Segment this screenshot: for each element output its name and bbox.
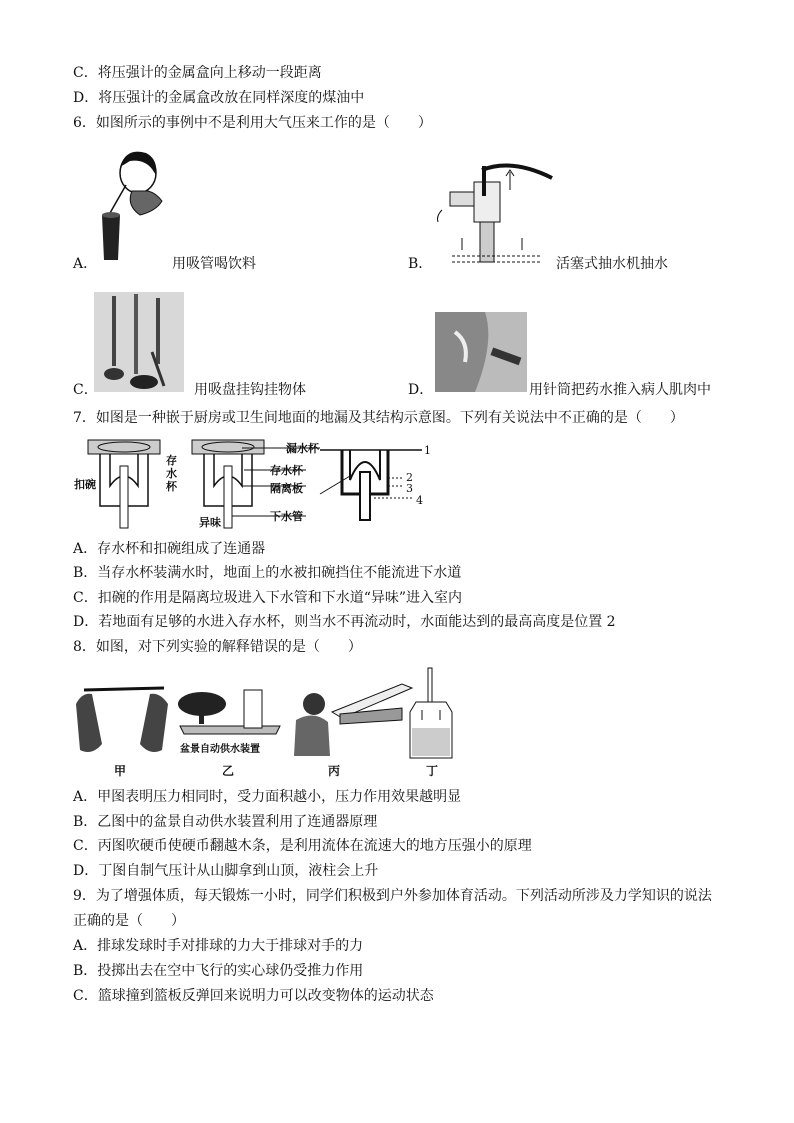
label-position-3: 3 bbox=[406, 482, 413, 495]
label-xiashuiguan: 下水管 bbox=[270, 510, 303, 523]
label-koubowan: 扣碗 bbox=[74, 478, 96, 491]
label-ding: 丁 bbox=[426, 764, 439, 778]
q5-option-d: D．将压强计的金属盒改放在同样深度的煤油中 bbox=[73, 90, 365, 106]
q9-option-b: B．投掷出去在空中飞行的实心球仍受推力作用 bbox=[73, 963, 364, 979]
suction-cup-hooks-photo bbox=[94, 292, 184, 392]
syringe-injection-photo bbox=[435, 312, 527, 392]
label-left-cunshuibei: 存 水 杯 bbox=[166, 454, 177, 493]
label-penjing: 盆景自动供水装置 bbox=[180, 744, 260, 755]
label-position-1: 1 bbox=[424, 444, 431, 457]
q6-option-a-caption: 用吸管喝饮料 bbox=[172, 256, 256, 272]
q7-option-a: A．存水杯和扣碗组成了连通器 bbox=[73, 541, 266, 557]
label-yiwei: 异味 bbox=[199, 516, 221, 529]
q8-option-b: B．乙图中的盆景自动供水装置利用了连通器原理 bbox=[73, 814, 378, 830]
q8-option-d: D．丁图自制气压计从山脚拿到山顶，液柱会上升 bbox=[73, 863, 379, 879]
q9-stem-line2: 正确的是（ ） bbox=[73, 913, 185, 929]
q8-option-a: A．甲图表明压力相同时，受力面积越小，压力作用效果越明显 bbox=[73, 789, 462, 805]
q8-option-c: C．丙图吹硬币使硬币翻越木条，是利用流体在流速大的地方压强小的原理 bbox=[73, 838, 532, 854]
q6-option-b-caption: 活塞式抽水机抽水 bbox=[556, 256, 668, 272]
q6-option-d-letter: D． bbox=[408, 382, 434, 398]
q6-option-a-letter: A． bbox=[73, 256, 98, 272]
q6-option-b-letter: B． bbox=[408, 256, 433, 272]
label-cunshuibei: 存水杯 bbox=[270, 464, 303, 477]
q9-option-a: A．排球发球时手对排球的力大于排球对手的力 bbox=[73, 938, 364, 954]
q6-option-d-caption: 用针筒把药水推入病人肌肉中 bbox=[529, 382, 711, 398]
floor-drain-diagram bbox=[74, 436, 434, 530]
q6-option-c-letter: C． bbox=[73, 382, 98, 398]
q7-option-b: B．当存水杯装满水时，地面上的水被扣碗挡住不能流进下水道 bbox=[73, 565, 462, 581]
q9-stem-line1: 9．为了增强体质，每天锻炼一小时，同学们积极到户外参加体育活动。下列活动所涉及力学知识的说法 bbox=[73, 888, 712, 904]
q7-option-c: C．扣碗的作用是隔离垃圾进入下水管和下水道“异味”进入室内 bbox=[73, 590, 463, 606]
label-yi: 乙 bbox=[222, 764, 235, 778]
label-loushuibei: 漏水杯 bbox=[286, 442, 319, 455]
q6-stem: 6．如图所示的事例中不是利用大气压来工作的是（ ） bbox=[73, 115, 432, 131]
q9-option-c: C．篮球撞到篮板反弹回来说明力可以改变物体的运动状态 bbox=[73, 988, 434, 1004]
label-bing: 丙 bbox=[328, 764, 341, 778]
q5-option-c: C．将压强计的金属盒向上移动一段距离 bbox=[73, 65, 322, 81]
label-position-2: 2 bbox=[406, 471, 413, 484]
label-gelibàn: 隔离板 bbox=[270, 482, 303, 495]
q7-stem: 7．如图是一种嵌于厨房或卫生间地面的地漏及其结构示意图。下列有关说法中不正确的是（ ） bbox=[73, 410, 684, 426]
q6-option-c-caption: 用吸盘挂钩挂物体 bbox=[194, 382, 306, 398]
piston-water-pump-illustration bbox=[432, 160, 557, 270]
boy-drinking-with-straw-illustration bbox=[96, 145, 166, 270]
q7-option-d: D．若地面有足够的水进入存水杯，则当水不再流动时，水面能达到的最高高度是位置 2 bbox=[73, 614, 616, 630]
q8-experiments-figure bbox=[72, 664, 472, 782]
label-position-4: 4 bbox=[416, 494, 423, 507]
label-jia: 甲 bbox=[114, 764, 127, 778]
q8-stem: 8．如图，对下列实验的解释错误的是（ ） bbox=[73, 639, 362, 655]
